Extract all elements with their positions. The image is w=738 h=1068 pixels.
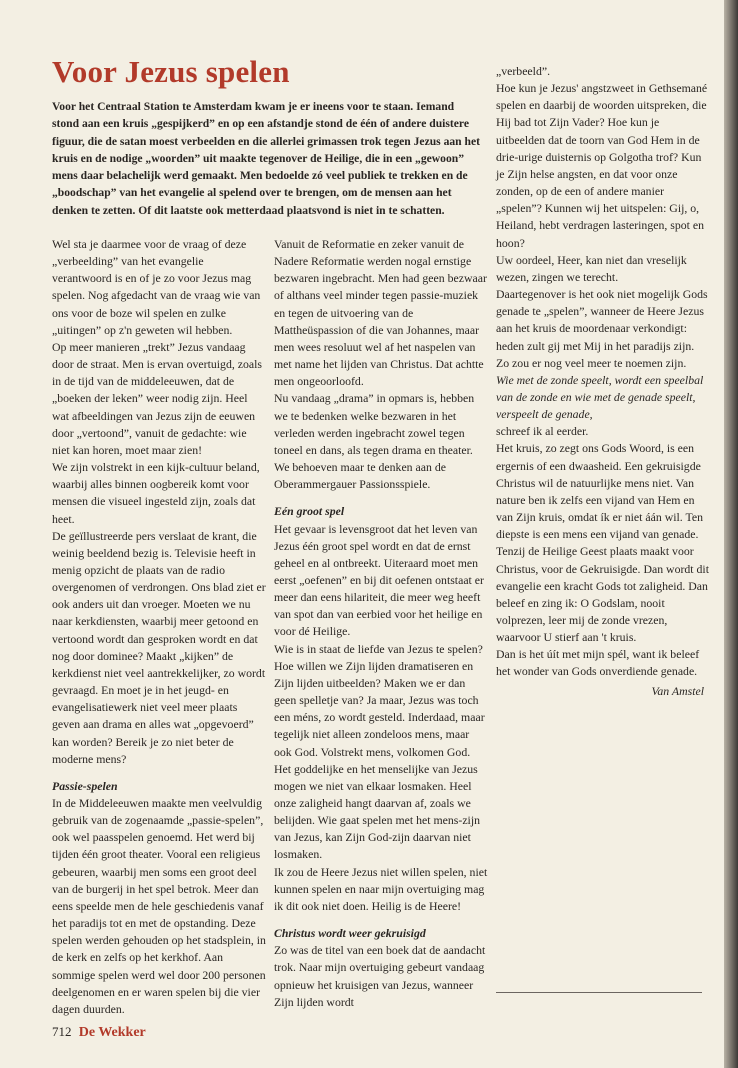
paragraph: Ik zou de Heere Jezus niet willen spelen, niet kunnen spelen en naar mijn overtuiging mag ik dit ook niet doen. Heilig is de Heere!: [274, 864, 488, 913]
page-footer: [52, 1024, 146, 1041]
paragraph: „verbeeld”.: [496, 64, 551, 78]
paragraph: Zo was de titel van een boek dat de aandacht trok. Naar mijn overtuiging gebeurt vandaag opnieuw het kruisigen van Jezus, wanneer Zijn lijden wordt: [274, 943, 486, 1009]
paragraph: Zo zou er nog veel meer te noemen zijn.: [496, 355, 687, 370]
paragraph: Vanuit de Reformatie en zeker vanuit de Nadere Reformatie werden nogal ernstige bezwaren ingebracht. Men had geen bezwaar of althans veel minder tegen passie-muziek en tegen de uitvoering van de Mattheüspassion of die van Johannes, maar men wees resoluut wel af het naspelen van met name het lijden van Christus. Dat achtte men ongeoorloofd.: [274, 237, 487, 389]
article-title: Voor Jezus spelen: [52, 54, 290, 89]
quote: Wie met de zonde speelt, wordt een speelbal van de zonde en wie met de genade speelt, verspeelt de genade,: [496, 372, 704, 422]
paragraph: schreef ik al eerder.: [496, 424, 589, 439]
paragraph: Tenzij de Heilige Geest plaats maakt voor Christus, voor de Gekruisigde. Dan wordt dit evangelie een kracht Gods tot zaligheid. Dan beleef en zing ik: O Godslam, nooit volprezen, leer mij de zonde vrezen, waarvoor U stierf aan 't kruis.: [496, 544, 709, 645]
paragraph: Wel sta je daarmee voor de vraag of deze „verbeelding” van het evangelie verantwoord is en of je zo voor Jezus mag spelen. Nog afgedacht van de vraag wie van ons voor de boze wil spelen en zulke „uitingen” op z'n geweten wil hebben.: [52, 237, 261, 337]
paragraph: Het gevaar is levensgroot dat het leven van Jezus één groot spel wordt en dat de ernst geheel en al ontbreekt. Uiteraard moet men eerst „oefenen” en bij dit oefenen ontstaat er meer dan eens hilariteit, die meer weg heeft van spot dan van eerbied voor het heilige en voor dé Heilige.: [274, 521, 484, 639]
subheading-een-groot-spel: Eén groot spel: [274, 504, 345, 519]
column-1: [52, 236, 266, 1018]
paragraph: Op meer manieren „trekt” Jezus vandaag door de straat. Men is ervan overtuigd, zoals in de tijd van de middeleeuwen, dat de „boeken der leken” weer nodig zijn. Heel wat afbeeldingen van Jezus zijn de eeuwen door „vertoond”, vanuit de gedachte: wie niet kan horen, moet maar zien!: [52, 339, 262, 457]
column-2: [274, 236, 488, 1011]
paragraph: We zijn volstrekt in een kijk-cultuur beland, waarbij alles binnen oogbereik komt voor mensen die visueel ingesteld zijn, zoals dat heet.: [52, 460, 260, 526]
paragraph: Hoe kun je Jezus' angstzweet in Gethsemané spelen en daarbij de woorden uitspreken, die Hij bad tot Zijn Vader? Hoe kun je uitbeelden dat de toorn van God Hem in de drie-urige duisternis op Golgotha trof? Kun je Zijn helse angsten, en dat voor onze zonden, op de een of andere manier „spelen”? Kunnen wij het uitspelen: Gij, o, Heiland, hebt verdragen lasteringen, spot en hoon?: [496, 81, 708, 250]
column-3: [496, 63, 710, 700]
paragraph: Dan is het úít met mijn spél, want ik beleef het wonder van Gods onverdiende genade.: [496, 647, 700, 679]
paragraph: Het kruis, zo zegt ons Gods Woord, is een ergernis of een dwaasheid. Een gekruisigde Christus wil de natuurlijke mens niet. Van nature ben ik zelfs een vijand van Hem en van Zijn kruis, omdat ík er niet áán wil. Ten diepste is een mens een vijand van genade.: [496, 441, 703, 542]
subheading-christus-gekruisigd: Christus wordt weer gekruisigd: [274, 926, 426, 941]
paragraph: Uw oordeel, Heer, kan niet dan vreselijk wezen, zingen we terecht.: [496, 252, 687, 284]
subheading-passie-spelen: Passie-spelen: [52, 778, 118, 793]
page-edge-shadow: [724, 0, 738, 1068]
paragraph: De geïllustreerde pers verslaat de krant, die weinig beeldend bezig is. Televisie heeft in menig opzicht de plaats van de radio overgenomen of verdrongen. Ons blad ziet er ook anders uit dan vroeger. Moeten we nu naar kerkdiensten, waarbij meer getoond en vertoond wordt dan gesproken wordt en dat nog door dominee? Maakt „kijken” de kerkdienst niet veel aantrekkelijker, zo wordt gevraagd. En moet je in het jeugd- en evangelisatiewerk niet veel meer plaats geven aan drama en alles wat „opgevoerd” kan worden? Bereik je zo niet beter de moderne mens?: [52, 528, 266, 766]
paragraph: Daartegenover is het ook niet mogelijk Gods genade te „spelen”, wanneer de Heere Jezus aan het kruis de moordenaar verkondigt: heden zult gij met Mij in het paradijs zijn.: [496, 287, 708, 353]
paragraph: In de Middeleeuwen maakte men veelvuldig gebruik van de zogenaamde „passie-spelen”, ook wel paasspelen genoemd. Het werd bij tijden één groot theater. Vooral een religieus gebeuren, waarbij men soms een groot deel van de burgerij in het spel betrok. Meer dan eens speelde men de hele geschiedenis vanaf het paradijs tot en met de opstanding. Deze spelen werden gehouden op het stadsplein, in de kerk en zelfs op het kerkhof. Aan sommige spelen werd wel door 200 personen deelgenomen en er waren spelen bij die vier dagen duurden.: [52, 796, 266, 1016]
author-signature: Van Amstel: [651, 683, 704, 698]
page-number: 712: [52, 1024, 72, 1039]
column-end-rule: [496, 992, 702, 993]
article-lead: Voor het Centraal Station te Amsterdam kwam je er ineens voor te staan. Iemand stond aan een kruis „gespijkerd” en op een afstandje stond de één of andere duistere figuur, die de satan moest verbeelden en die allerlei grimassen trok tegen Jezus aan het kruis en de nodige „woorden” uit maakte tegenover de Heilige, die in een „gewoon” mens daar belachelijk werd gemaakt. Men bedoelde zó veel publiek te trekken en de „boodschap” van het evangelie al spelend over te brengen, om de mensen aan het denken te zetten. Of dit laatste ook metterdaad plaatsvond is niet in te schatten.: [52, 100, 480, 217]
paragraph: Nu vandaag „drama” in opmars is, hebben we te bedenken welke bezwaren in het verleden werden ingebracht zowel tegen toneel en dans, als tegen drama en theater. We behoeven maar te denken aan de Oberammergauer Passionsspiele.: [274, 391, 475, 492]
paragraph: Wie is in staat de liefde van Jezus te spelen? Hoe willen we Zijn lijden dramatiseren en Zijn lijden uitbeelden? Maken we er dan geen spelletje van? Ja maar, Jezus was toch een méns, zo wordt gesteld. Inderdaad, maar tegelijk niet alleen zondeloos mens, maar ook God. Volstrekt mens, volkomen God. Het goddelijke en het menselijke van Jezus mogen we niet van elkaar losmaken. Heel onze zaligheid hangt daarvan af, zoals we belijden. Wie gaat spelen met het mens-zijn van Jezus, kan Zijn God-zijn daarvan niet losmaken.: [274, 641, 485, 862]
magazine-name: De Wekker: [78, 1025, 146, 1040]
